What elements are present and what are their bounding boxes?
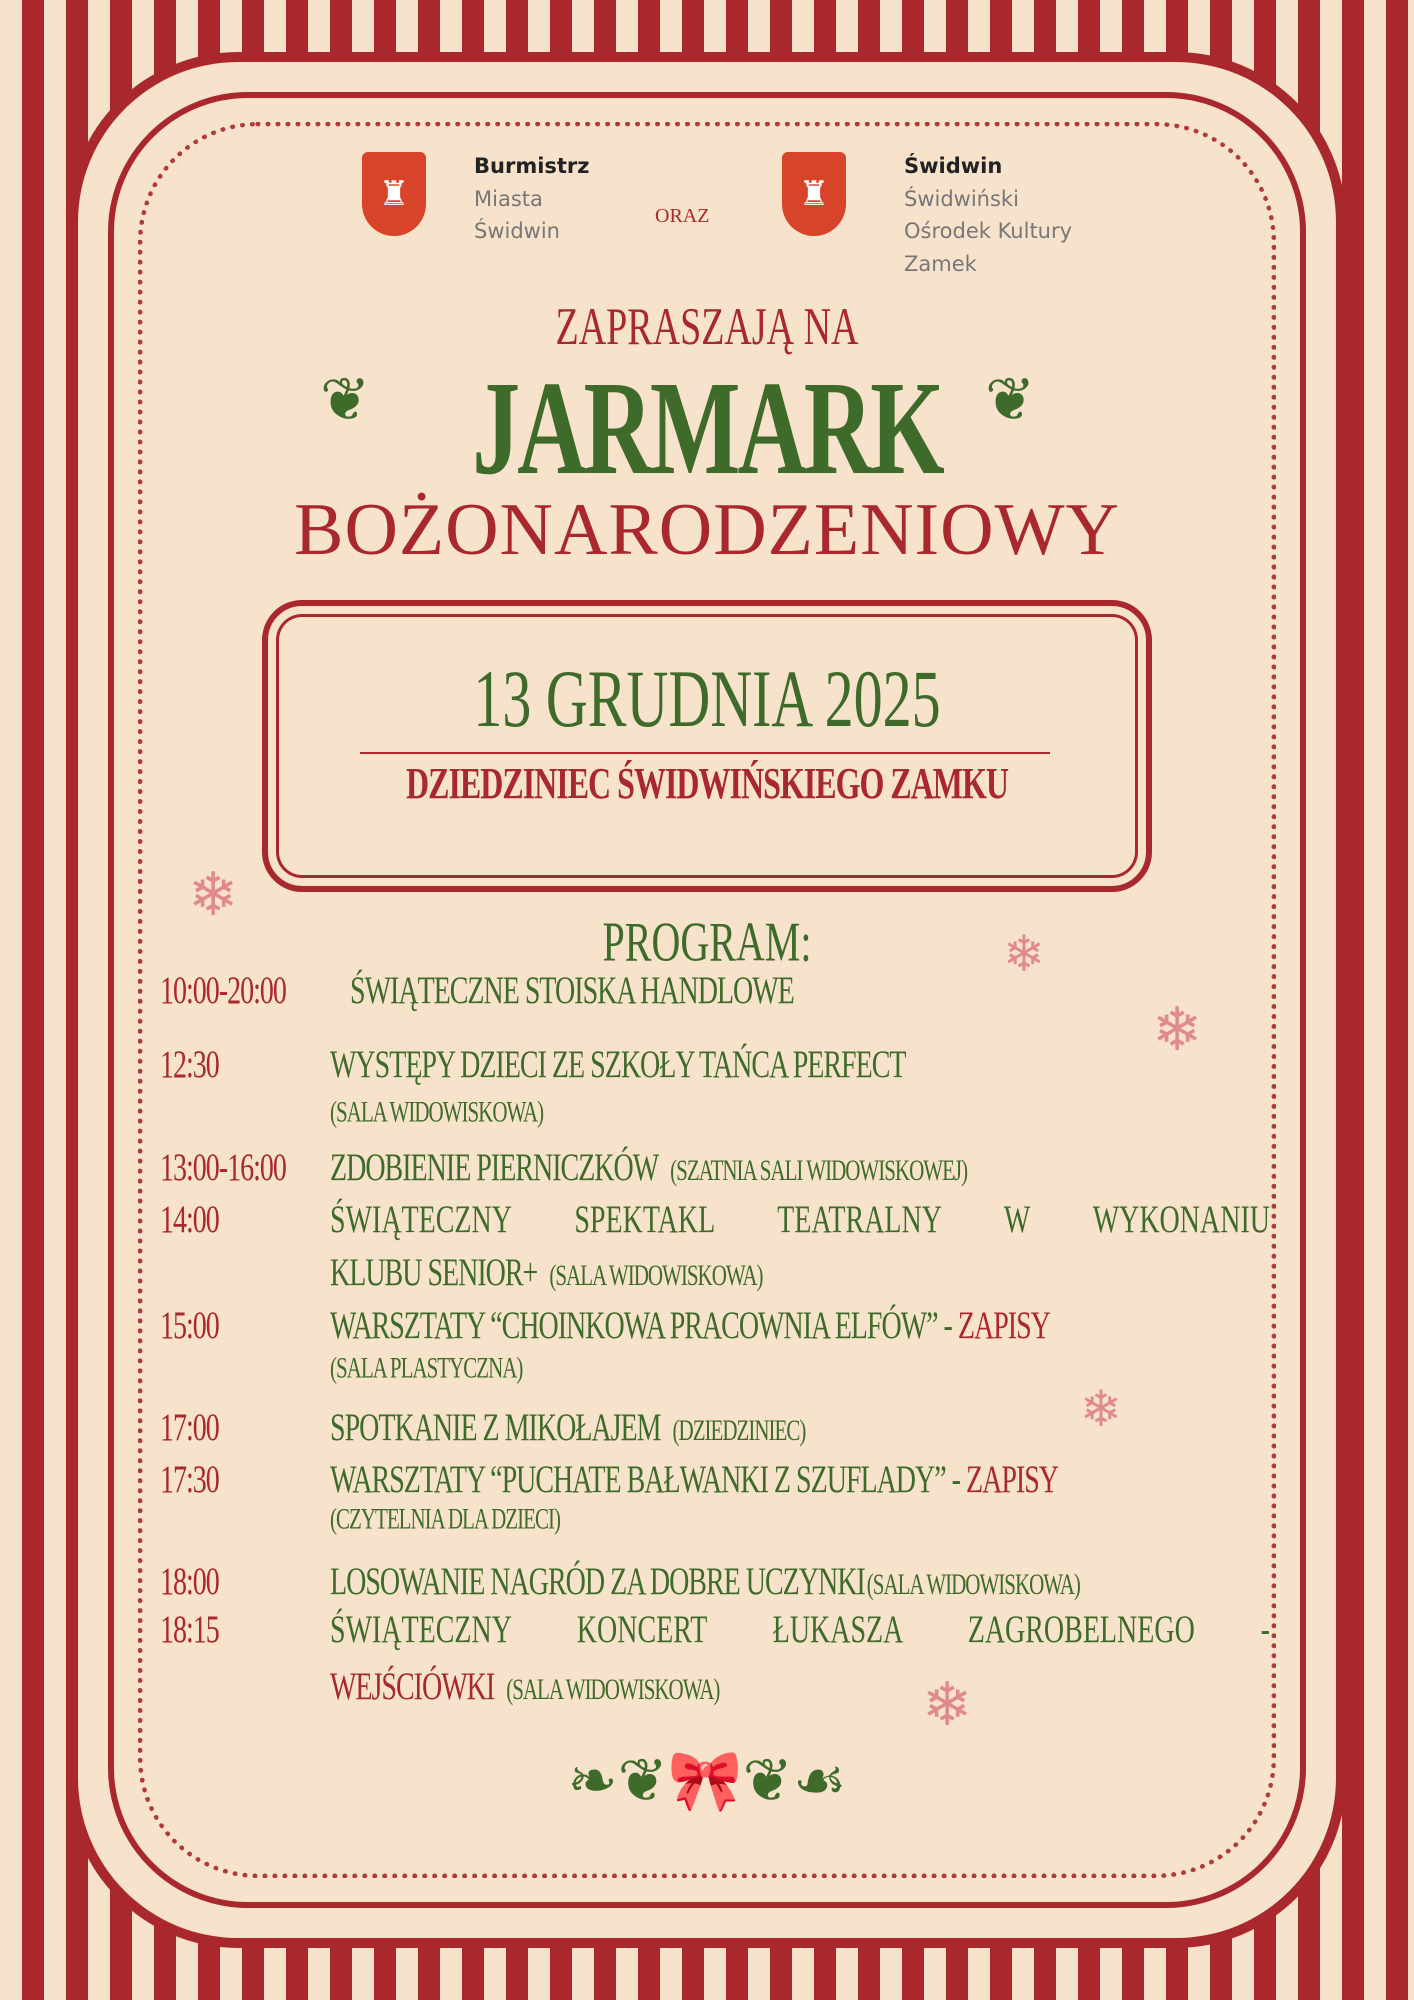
snowflake-icon: ❄ (922, 1672, 973, 1738)
program-note: (DZIEDZINIEC) (672, 1413, 806, 1448)
program-note-row (160, 1502, 1280, 1551)
program-time: 10:00-20:00 (160, 969, 286, 1013)
city-coat-of-arms-icon: ♜ (362, 152, 426, 236)
snowflake-icon: ❄ (1003, 926, 1045, 982)
conjunction: ORAZ (655, 205, 710, 227)
program-title: ZDOBIENIE PIERNICZKÓW (330, 1146, 659, 1190)
program-note: (SALA WIDOWISKOWA) (866, 1567, 1080, 1602)
organizer-right-line1: Świdwin (904, 154, 1003, 178)
program-item (160, 1043, 1280, 1094)
program-title: KLUBU SENIOR+ (330, 1251, 538, 1295)
program-time: 15:00 (160, 1304, 219, 1348)
program-time: 17:00 (160, 1406, 219, 1450)
program-title: WYSTĘPY DZIECI ZE SZKOŁY TAŃCA PERFECT (330, 1043, 906, 1087)
title-bozonarodzeniowy: BOŻONARODZENIOWY (294, 489, 1120, 571)
program-item (160, 969, 1280, 1020)
program-note: (SALA WIDOWISKOWA) (330, 1095, 544, 1129)
snowflake-icon: ❄ (1152, 997, 1203, 1063)
organizer-left-line3: Świdwin (474, 219, 560, 244)
program-item-continued (160, 1251, 1280, 1302)
program-time: 17:30 (160, 1458, 219, 1502)
tickets-label: WEJŚCIÓWKI (330, 1665, 495, 1709)
holly-left-icon: ❦ (320, 367, 371, 433)
program-title: WARSZTATY “PUCHATE BAŁWANKI Z SZUFLADY” - (330, 1458, 961, 1502)
program-note-row (160, 1095, 1280, 1144)
event-venue: DZIEDZINIEC ŚWIDWIŃSKIEGO ZAMKU (405, 757, 1008, 808)
program-item (160, 1406, 1280, 1457)
program-title: ŚWIĄTECZNY SPEKTAKL TEATRALNY W WYKONANIU (330, 1198, 1270, 1242)
program-time: 14:00 (160, 1198, 219, 1242)
event-date: 13 GRUDNIA 2025 (473, 653, 941, 744)
invite-text: ZAPRASZAJĄ NA (555, 297, 859, 357)
program-item-continued (160, 1665, 1280, 1716)
organizer-right-line2: Świdwiński (904, 186, 1019, 211)
date-frame (262, 600, 1152, 892)
organizer-left-line2: Miasta (474, 186, 543, 211)
program-time: 18:15 (160, 1608, 219, 1652)
signup-label: ZAPISY (966, 1458, 1059, 1502)
program-title: ŚWIĄTECZNY KONCERT ŁUKASZA ZAGROBELNEGO - (330, 1608, 1270, 1652)
organizer-left-line1: Burmistrz (474, 154, 590, 178)
program-note: (SALA WIDOWISKOWA) (549, 1258, 763, 1293)
holly-right-icon: ❦ (985, 367, 1036, 433)
organizer-left (474, 150, 590, 248)
program-note: (SALA WIDOWISKOWA) (506, 1672, 720, 1707)
program-note: (SZATNIA SALI WIDOWISKOWEJ) (670, 1153, 968, 1188)
program-item (160, 1146, 1280, 1197)
program-title: WARSZTATY “CHOINKOWA PRACOWNIA ELFÓW” - (330, 1304, 952, 1348)
program-item (160, 1304, 1280, 1355)
program-note: (CZYTELNIA DLA DZIECI) (330, 1502, 560, 1536)
program-item (160, 1560, 1280, 1611)
program-time: 12:30 (160, 1043, 219, 1087)
program-title: SPOTKANIE Z MIKOŁAJEM (330, 1406, 661, 1450)
divider (360, 752, 1050, 754)
title-jarmark: JARMARK (472, 352, 942, 503)
organizer-right-line3: Ośrodek Kultury (904, 219, 1073, 244)
signup-label: ZAPISY (957, 1304, 1050, 1348)
program-item (160, 1458, 1280, 1509)
program-time: 18:00 (160, 1560, 219, 1604)
program-item (160, 1608, 1280, 1659)
program-title: ŚWIĄTECZNE STOISKA HANDLOWE (350, 969, 794, 1013)
castle-coat-of-arms-icon: ♜ (782, 152, 846, 236)
organizer-right-line4: Zamek (904, 251, 977, 276)
holly-garland-icon: ❧❦🎀❦☙ (567, 1748, 847, 1814)
snowflake-icon: ❄ (1080, 1381, 1122, 1437)
snowflake-icon: ❄ (188, 862, 239, 928)
program-title: LOSOWANIE NAGRÓD ZA DOBRE UCZYNKI (330, 1560, 865, 1604)
program-item (160, 1198, 1280, 1249)
program-time: 13:00-16:00 (160, 1146, 286, 1190)
program-note: (SALA PLASTYCZNA) (330, 1351, 523, 1385)
organizer-right (904, 150, 1072, 280)
program-heading: PROGRAM: (602, 910, 812, 973)
program-note-row (160, 1351, 1280, 1400)
